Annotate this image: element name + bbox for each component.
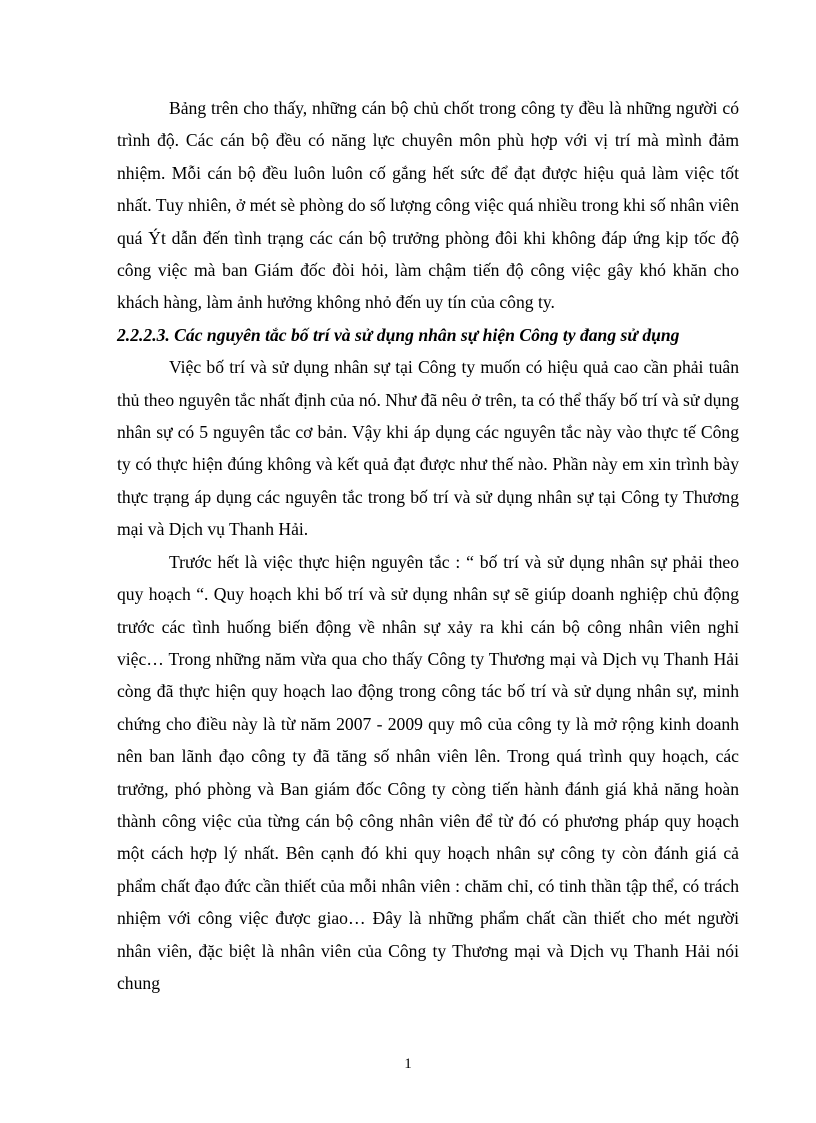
paragraph-principles: Việc bố trí và sử dụng nhân sự tại Công ty muốn có hiệu quả cao cần phải tuân thủ theo nguyên tắc nhất định của nó. Như đã nêu ở trên, ta có thể thấy bố trí và sử dụng nhân sự có 5 nguyên tắc cơ bản. Vậy khi áp dụng các nguyên tắc này vào thực tế Công ty có thực hiện đúng không và kết quả đạt được như thế nào. Phần này em xin trình bày thực trạng áp dụng các nguyên tắc trong bố trí và sử dụng nhân sự tại Công ty Thương mại và Dịch vụ Thanh Hải. — [117, 357, 740, 540]
section-heading: 2.2.2.3. Các nguyên tắc bố trí và sử dụng nhân sự hiện Công ty đang sử dụng — [117, 324, 680, 345]
document-body — [117, 92, 739, 999]
paragraph-summary: Bảng trên cho thấy, những cán bộ chủ chốt trong công ty đều là những người có trình độ. Các cán bộ đều có năng lực chuyên môn phù hợp với vị trí mà mình đảm nhiệm. Mỗi cán bộ đều luôn luôn cố gắng hết sức để đạt được hiệu quả làm việc tốt nhất. Tuy nhiên, ở mét sè phòng do số lượng công việc quá nhiều trong khi số nhân viên quá Ýt dẫn đến tình trạng các cán bộ trưởng phòng đôi khi không đáp ứng kịp tốc độ công việc mà ban Giám đốc đòi hỏi, làm chậm tiến độ công việc gây khó khăn cho khách hàng, làm ảnh hưởng không nhỏ đến uy tín của công ty. — [117, 98, 739, 313]
page-number: 1 — [404, 1056, 412, 1072]
paragraph-planning: Trước hết là việc thực hiện nguyên tắc : “ bố trí và sử dụng nhân sự phải theo quy hoạch “. Quy hoạch khi bố trí và sử dụng nhân sự sẽ giúp doanh nghiệp chủ động trước các tình huống biến động về nhân sự xảy ra khi cán bộ công nhân viên nghỉ việc… Trong những năm vừa qua cho thấy Công ty Thương mại và Dịch vụ Thanh Hải còng đã thực hiện quy hoạch lao động trong công tác bố trí và sử dụng nhân sự, minh chứng cho điều này là từ năm 2007 - 2009 quy mô của công ty là mở rộng kinh doanh nên ban lãnh đạo công ty đã tăng số nhân viên lên. Trong quá trình quy hoạch, các trưởng, phó phòng và Ban giám đốc Công ty còng tiến hành đánh giá khả năng hoàn thành công việc của từng cán bộ công nhân viên để từ đó có phương pháp quy hoạch một cách hợp lý nhất. Bên cạnh đó khi quy hoạch nhân sự công ty còn đánh giá cả phẩm chất đạo đức cần thiết của mỗi nhân viên : chăm chỉ, có tinh thần tập thể, có trách nhiệm với công việc được giao… Đây là những phẩm chất cần thiết cho mét người nhân viên, đặc biệt là nhân viên của Công ty Thương mại và Dịch vụ Thanh Hải nói chung — [117, 551, 739, 993]
